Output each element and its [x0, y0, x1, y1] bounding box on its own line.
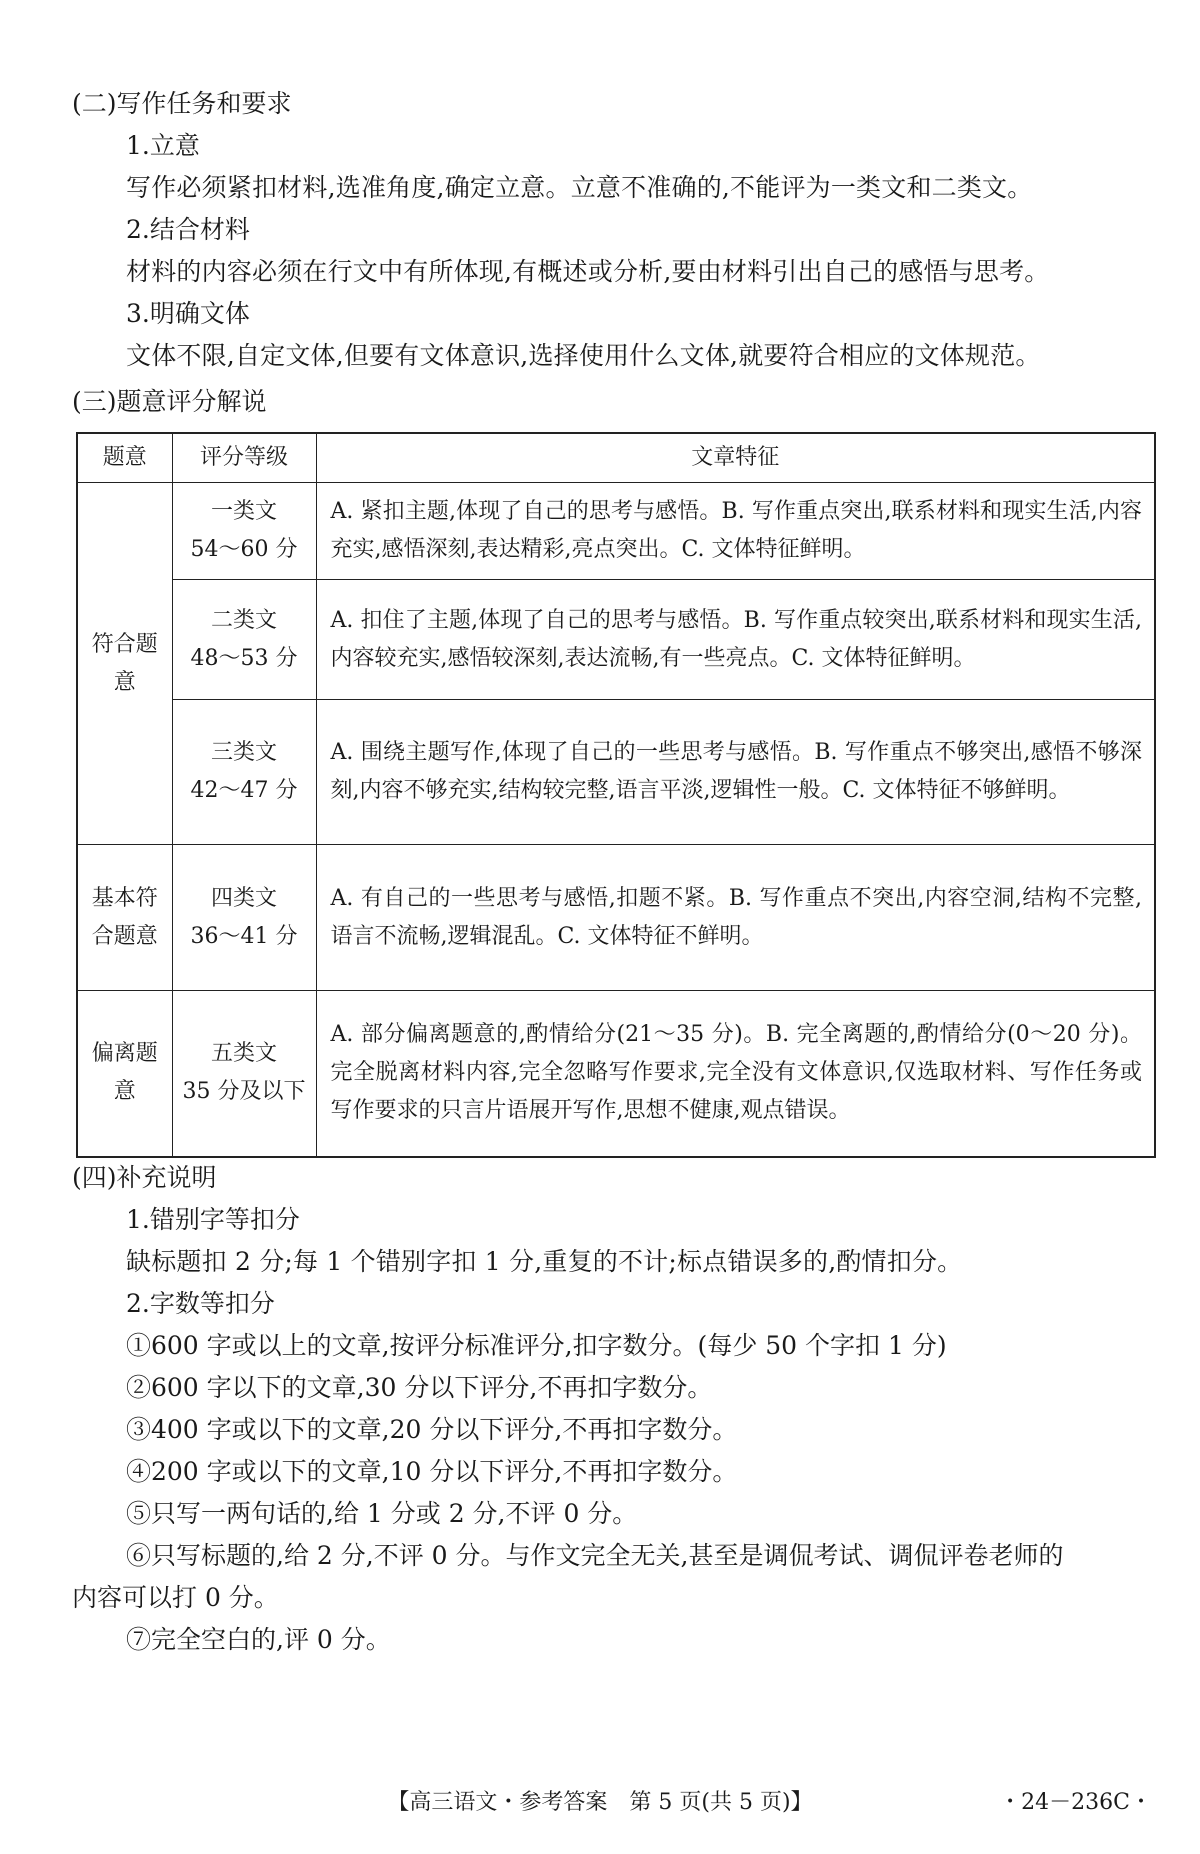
- level-name: 五类文: [210, 1041, 277, 1067]
- section4-sub1-text: 缺标题扣 2 分;每 1 个错别字扣 1 分,重复的不计;标点错误多的,酌情扣分。: [126, 1247, 963, 1276]
- table-row: [77, 991, 1155, 1157]
- table-row: [77, 845, 1155, 991]
- grading-table: [76, 432, 1156, 1158]
- section2-item3-title: 3.明确文体: [126, 299, 250, 328]
- table-header-row: [77, 433, 1155, 483]
- level-name: 四类文: [210, 885, 277, 911]
- section2-item2-text: 材料的内容必须在行文中有所体现,有概述或分析,要由材料引出自己的感悟与思考。: [126, 257, 1050, 286]
- rule-item-continuation: 内容可以打 0 分。: [72, 1583, 279, 1612]
- section2-heading: (二)写作任务和要求: [72, 89, 292, 118]
- rule-item: ①600 字或以上的文章,按评分标准评分,扣字数分。(每少 50 个字扣 1 分): [126, 1331, 947, 1360]
- rule-item: ⑥只写标题的,给 2 分,不评 0 分。与作文完全无关,甚至是调侃考试、调侃评卷老师的: [126, 1541, 1064, 1570]
- table-header: 文章特征: [316, 433, 1155, 483]
- level-cell: [172, 991, 316, 1157]
- section2-item1-title: 1.立意: [126, 131, 200, 160]
- table-header: 评分等级: [172, 433, 316, 483]
- level-range: 54～60 分: [190, 537, 298, 562]
- rule-item: ③400 字或以下的文章,20 分以下评分,不再扣字数分。: [126, 1415, 738, 1444]
- level-range: 35 分及以下: [182, 1079, 306, 1105]
- level-cell: [172, 483, 316, 580]
- footer-code: ・24－236C・: [999, 1790, 1152, 1815]
- features-cell: A. 有自己的一些思考与感悟,扣题不紧。B. 写作重点不突出,内容空洞,结构不完整,语言不流畅,逻辑混乱。C. 文体特征不鲜明。: [316, 845, 1155, 991]
- table-header: 题意: [77, 433, 172, 483]
- rule-item: ⑦完全空白的,评 0 分。: [126, 1625, 391, 1654]
- rule-item: ⑤只写一两句话的,给 1 分或 2 分,不评 0 分。: [126, 1499, 638, 1528]
- features-cell: A. 扣住了主题,体现了自己的思考与感悟。B. 写作重点较突出,联系材料和现实生活,内容较充实,感悟较深刻,表达流畅,有一些亮点。C. 文体特征鲜明。: [316, 580, 1155, 700]
- section2-item2-title: 2.结合材料: [126, 215, 250, 244]
- level-range: 48～53 分: [190, 645, 298, 671]
- features-cell: A. 部分偏离题意的,酌情给分(21～35 分)。B. 完全离题的,酌情给分(0～20 分)。完全脱离材料内容,完全忽略写作要求,完全没有文体意识,仅选取材料、写作任务或写作要求的只言片语展开写作,思想不健康,观点错误。: [316, 991, 1155, 1157]
- level-name: 三类文: [210, 740, 277, 765]
- rule-item: ②600 字以下的文章,30 分以下评分,不再扣字数分。: [126, 1373, 713, 1402]
- level-cell: [172, 845, 316, 991]
- section2-item3-text: 文体不限,自定文体,但要有文体意识,选择使用什么文体,就要符合相应的文体规范。: [126, 341, 1041, 370]
- section3-heading: (三)题意评分解说: [72, 387, 267, 416]
- category-cell: 基本符合题意: [77, 845, 172, 991]
- level-range: 42～47 分: [190, 778, 298, 803]
- category-cell: 偏离题意: [77, 991, 172, 1157]
- rule-item: ④200 字或以下的文章,10 分以下评分,不再扣字数分。: [126, 1457, 738, 1486]
- level-name: 一类文: [210, 499, 277, 524]
- table-row: [77, 580, 1155, 700]
- level-range: 36～41 分: [190, 923, 298, 949]
- section4-sub1-title: 1.错别字等扣分: [126, 1205, 300, 1234]
- level-cell: [172, 580, 316, 700]
- features-cell: A. 围绕主题写作,体现了自己的一些思考与感悟。B. 写作重点不够突出,感悟不够深刻,内容不够充实,结构较完整,语言平淡,逻辑性一般。C. 文体特征不够鲜明。: [316, 700, 1155, 845]
- features-cell: A. 紧扣主题,体现了自己的思考与感悟。B. 写作重点突出,联系材料和现实生活,内容充实,感悟深刻,表达精彩,亮点突出。C. 文体特征鲜明。: [316, 483, 1155, 580]
- section2-item1-text: 写作必须紧扣材料,选准角度,确定立意。立意不准确的,不能评为一类文和二类文。: [126, 173, 1033, 202]
- section4-sub2-title: 2.字数等扣分: [126, 1289, 275, 1318]
- level-cell: [172, 700, 316, 845]
- table-row: [77, 700, 1155, 845]
- table-row: [77, 483, 1155, 580]
- level-name: 二类文: [210, 607, 277, 633]
- section4-heading: (四)补充说明: [72, 1163, 217, 1192]
- category-cell: 符合题意: [77, 483, 172, 845]
- footer-page-info: 【高三语文・参考答案 第 5 页(共 5 页)】: [387, 1790, 813, 1815]
